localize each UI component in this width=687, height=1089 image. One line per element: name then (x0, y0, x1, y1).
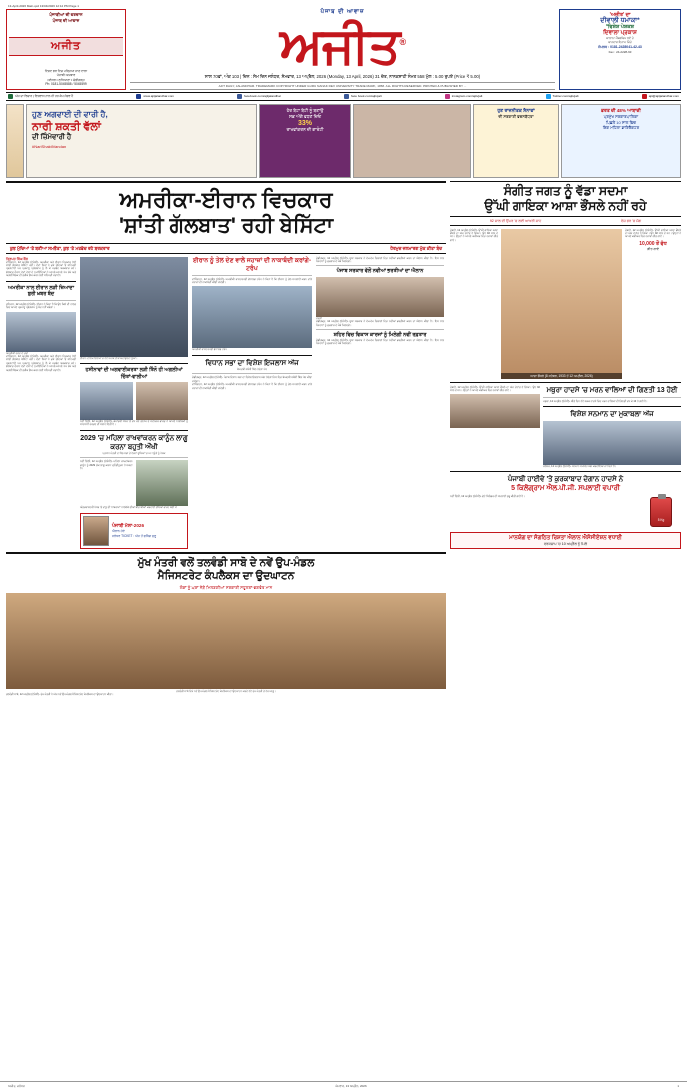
lead-bullets (6, 244, 446, 254)
footer-page-number: 1 (677, 1083, 679, 1088)
divider-2 (6, 300, 76, 301)
divider-5 (80, 457, 188, 458)
facebook-icon (237, 94, 242, 99)
social-label-4: instagram.com/ajitvjalt (451, 94, 483, 99)
masthead-right-l6: ਸ਼ਾਨਦਾਰ ਇਨਾਮ ਜਿੱਤੋ (608, 40, 632, 44)
footer-center: ਸੋਮਵਾਰ, 13 ਅਪ੍ਰੈਲ, 2026 (335, 1083, 367, 1088)
col2-portrait-c (136, 460, 189, 506)
divider-7 (192, 355, 312, 356)
lead-headline-line2: 'ਸ਼ਾਂਤੀ ਗੱਲਬਾਤ' ਰਹੀ ਬੇਸਿੱਟਾ (118, 213, 334, 237)
col2-portrait-a (80, 382, 133, 420)
ad-res-line1: ਹੋਰ ਬੇਟਾ ਬੇਟੀ ਨੂੰ ਬਣਾਉ (286, 107, 324, 113)
cf-sub: ਲੋਕਾਂ ਨੂੰ ਘਰਾਂ ਨੇੜੇ ਮਿਲਣਗੀਆਂ ਸਰਕਾਰੀ ਸਹੂਲਤਾਂ-ਭਗਵੰਤ ਮਾਨ (179, 584, 273, 590)
email-icon (642, 94, 647, 99)
social-label-2: facebook.com/ajitjalandhar (244, 94, 281, 99)
right-body4: ਜਲੰਧਰ, 12 ਅਪ੍ਰੈਲ (ਏਜੰਸੀ)- ਸਨਮਾਨ ਸਮਾਰੋਹ ਅੱਜ ਕਰਵਾਇਆ ਜਾ ਰਿਹਾ ਹੈ। (543, 465, 617, 469)
right-bullets (450, 216, 681, 226)
col4-body: ਚੰਡੀਗੜ੍ਹ, 12 ਅਪ੍ਰੈਲ (ਏਜੰਸੀ)- ਸੂਬਾ ਸਰਕਾਰ ਨੇ ਵੱਖ-ਵੱਖ ਵਿਭਾਗਾਂ ਵਿਚ ਨਵੀਆਂ ਭਰਤੀਆਂ ਕਰਨ ਦਾ ਐਲਾਨ ਕੀਤਾ ਹੈ। ਇਸ ਨਾਲ ਨੌਜਵਾਨਾਂ ਨੂੰ ਰੁਜ਼ਗਾਰ ਦੇ ਮੌਕੇ ਮਿਲਣਗੇ। (316, 256, 444, 264)
masthead-left-phone: Ph: 0181-5045588 / 5045599 (45, 82, 87, 87)
story-column-1 (6, 257, 76, 549)
cf-caption: ਤਲਵੰਡੀ ਸਾਬੋ ਵਿਖੇ ਨਵੇਂ ਉਪ-ਮੰਡਲ ਮੈਜਿਸਟਰੇਟ ਕੰਪਲੈਕਸ ਦਾ ਉਦਘਾਟਨ ਕਰਦੇ ਹੋਏ ਮੁੱਖ ਮੰਤਰੀ ਤੇ ਹੋਰ ਆਗੂ। (176, 689, 276, 693)
right-portrait-a (450, 394, 540, 428)
col1-subhead: ਅਮਰੀਕਾ ਨਾਲ ਈਰਾਨ ਲੜੀ ਜ਼ਿਆਦਾ ਬੁਰੀ ਖ਼ਬਰ ਬੰਦ (7, 284, 75, 298)
col2-portrait-b (136, 382, 189, 420)
divider-12 (543, 397, 681, 398)
col3-body: ਵਾਸ਼ਿੰਗਟਨ, 12 ਅਪ੍ਰੈਲ (ਏਜੰਸੀ)- ਅਮਰੀਕੀ ਰਾਸ਼ਟਰਪਤੀ ਡੋਨਾਲਡ ਟਰੰਪ ਨੇ ਕਿਹਾ ਹੈ ਕਿ ਈਰਾਨ ਨੂੰ ਤੇਲ ਸਪਲਾਈ ਕਰਨ ਵਾਲੇ ਜਹਾਜ਼ਾਂ ਦੀ ਨਾਕਾਬੰਦੀ ਕੀਤੀ ਜਾਵੇਗੀ। (192, 277, 312, 285)
top-ad-strip (6, 104, 681, 178)
right-body-b: ਮੁੰਬਈ, 12 ਅਪ੍ਰੈਲ (ਏਜੰਸੀ)- ਉੱਘੀ ਗਾਇਕਾ ਆਸ਼ਾ ਭੌਂਸਲੇ ਦਾ ਅੱਜ ਦੇਹਾਂਤ ਹੋ ਗਿਆ। ਉਹ 92 ਸਾਲ ਦੇ ਸਨ। ਉਨ੍ਹਾਂ ਨੇ ਆਪਣੇ ਕਰੀਅਰ ਵਿਚ ਹਜ਼ਾਰਾਂ ਗੀਤ ਗਾਏ। (625, 228, 681, 239)
divider-11 (450, 382, 681, 383)
col2-sub2: ਪ੍ਰਧਾਨ ਮੰਤਰੀ ਦਾ ਬੈਠ ਸਭਾ ਤੇ ਹੋਰਨਾਂ ਸੂਬਿਆਂ 'ਚ ਅਾਯੂੰਗੇ ਨੂੰ ਪੇਸ਼ਕ (102, 451, 166, 455)
right-head4: ਵਿਸ਼ੇਸ਼ ਸਨਮਾਨ ਦਾ ਮੁਕਾਬਲਾ ਅੱਜ (570, 411, 654, 419)
right-stat-label: ਗੀਤ ਗਾਏ (646, 246, 660, 251)
col1-portrait (6, 312, 76, 352)
right-head-line1: ਸੰਗੀਤ ਜਗਤ ਨੂੰ ਵੱਡਾ ਸਦਮਾ (503, 183, 628, 198)
ad-yellow-line2: ਦੀ ਸਰਕਾਰੀ ਵਚਨਬੱਧਤਾ (498, 114, 534, 120)
left-section (6, 181, 446, 697)
ad-nari-line1: ਹੁਣ ਅਗਵਾਈ ਦੀ ਵਾਰੀ ਹੈ, (32, 109, 108, 119)
col3-photo-trump (192, 286, 312, 348)
right-head5b: 5 ਕਿਲੋਗ੍ਰਾਮ ਐਲ.ਪੀ.ਜੀ. ਸਪਲਾਈ ਵਪਾਰੀ (511, 485, 620, 493)
divider-9 (316, 265, 444, 266)
masthead-right-l1: 'ਅਜੀਤ' ਦਾ (609, 12, 631, 18)
story-column-2 (80, 257, 188, 549)
story-column-3 (192, 257, 312, 549)
social-item-facebook[interactable] (237, 94, 281, 99)
promo-title: ਪੰਜਾਬੀ ਮੇਲਾ-2026 (112, 523, 144, 529)
col3-body2: ਚੰਡੀਗੜ੍ਹ, 12 ਅਪ੍ਰੈਲ (ਏਜੰਸੀ)- ਪੰਜਾਬ ਵਿਧਾਨ ਸਭਾ ਦਾ ਵਿਸ਼ੇਸ਼ ਇਜਲਾਸ ਅੱਜ ਹੋਵੇਗਾ ਜਿਸ ਵਿਚ ਬੇਅਦਬੀ ਸਬੰਧੀ ਬਿੱਲ ਪੇਸ਼ ਕੀਤਾ ਜਾਵੇਗਾ। (192, 376, 312, 383)
ad-nari-line3: ਦੀ ਜ਼ਿੰਮੇਵਾਰੀ ਹੈ (32, 133, 72, 141)
masthead-left-line2: ਪੰਜਾਬ ਦੀ ਆਵਾਜ਼ (52, 18, 80, 23)
col3-head2: ਵਿਧਾਨ ਸਭਾ ਦਾ ਵਿਸ਼ੇਸ਼ ਇਜਲਾਸ ਅੱਜ (205, 359, 299, 367)
ad-nari-line2: ਨਾਰੀ ਸ਼ਕਤੀ ਵੱਲਾਂ (32, 120, 101, 133)
masthead-right-ad[interactable] (559, 9, 681, 90)
file-meta-left: 13-April-2026 Main.qxd 13/04/2026 12:12 PM Page 1 (8, 4, 79, 8)
right-ad-sub: ਵਰਕਸ਼ਾਪ 'ਚ 10 ਅਪ੍ਰੈਲ ਨੂੰ ਮਿਲੋ (543, 542, 588, 547)
col1-body3: ਵਾਸ਼ਿੰਗਟਨ, 12 ਅਪ੍ਰੈਲ (ਏਜੰਸੀ)- ਅਮਰੀਕਾ ਅਤੇ ਈਰਾਨ ਵਿਚਕਾਰ ਹੋਈ ਸ਼ਾਂਤੀ ਗੱਲਬਾਤ ਬੇਸਿੱਟਾ ਰਹੀ। ਦੋਵਾਂ ਧਿਰਾਂ ਨੇ ਕੁਝ ਮੁੱਦਿਆਂ 'ਤੇ ਸਹਿਮਤੀ ਪ੍ਰਗਟਾਈ ਪਰ ਪ੍ਰਮਾਣੂ ਪ੍ਰੋਗਰਾਮ ਨੂੰ ਲੈ ਕੇ ਮਤਭੇਦ ਬਰਕਰਾਰ ਰਹੇ। ਗੱਲਬਾਤ ਦੌਰਾਨ ਦੋਵਾਂ ਦੇਸ਼ਾਂ ਦੇ ਨੁਮਾਇੰਦਿਆਂ ਨੇ ਆਪਣੇ-ਆਪਣੇ ਪੱਖ ਰੱਖੇ ਅਤੇ ਅਗਲੀ ਬੈਠਕ ਦੀ ਤਰੀਕ ਤੈਅ ਕਰਨ ਲਈ ਸਹਿਮਤੀ ਜਤਾਈ। (6, 354, 76, 372)
page-footer (0, 1081, 687, 1089)
ad-reservation[interactable] (259, 104, 351, 178)
col1-body: ਵਾਸ਼ਿੰਗਟਨ, 12 ਅਪ੍ਰੈਲ (ਏਜੰਸੀ)- ਅਮਰੀਕਾ ਅਤੇ ਈਰਾਨ ਵਿਚਕਾਰ ਹੋਈ ਸ਼ਾਂਤੀ ਗੱਲਬਾਤ ਬੇਸਿੱਟਾ ਰਹੀ। ਦੋਵਾਂ ਧਿਰਾਂ ਨੇ ਕੁਝ ਮੁੱਦਿਆਂ 'ਤੇ ਸਹਿਮਤੀ ਪ੍ਰਗਟਾਈ ਪਰ ਪ੍ਰਮਾਣੂ ਪ੍ਰੋਗਰਾਮ ਨੂੰ ਲੈ ਕੇ ਮਤਭੇਦ ਬਰਕਰਾਰ ਰਹੇ। ਗੱਲਬਾਤ ਦੌਰਾਨ ਦੋਵਾਂ ਦੇਸ਼ਾਂ ਦੇ ਨੁਮਾਇੰਦਿਆਂ ਨੇ ਆਪਣੇ-ਆਪਣੇ ਪੱਖ ਰੱਖੇ ਅਤੇ ਅਗਲੀ ਬੈਠਕ ਦੀ ਤਰੀਕ ਤੈਅ ਕਰਨ ਲਈ ਸਹਿਮਤੀ ਜਤਾਈ। (6, 260, 76, 278)
masthead-title-text: ਅਜੀਤ (279, 17, 400, 74)
lpg-cylinder-icon (650, 497, 672, 527)
center-feature (6, 552, 446, 697)
ad-nari-shakti[interactable] (26, 104, 257, 178)
right-head3: ਮਥੁਰਾ ਹਾਦਸੇ 'ਚ ਮਰਨ ਵਾਲਿਆਂ ਦੀ ਗਿਣਤੀ 13 ਹੋਈ (546, 386, 678, 394)
ad-res-line2: ਸਭ ਅੱਗੇ ਵਧਣ ਦਿਓ (289, 113, 321, 119)
ad-nari-hashtag: #NariShaktiVandan (32, 143, 67, 149)
col1-body2: ਤਹਿਰਾਨ, 12 ਅਪ੍ਰੈਲ (ਏਜੰਸੀ)- ਈਰਾਨ ਨੇ ਕਿਹਾ ਹੈ ਕਿ ਉਹ ਕਿਸੇ ਵੀ ਹਾਲਤ ਵਿਚ ਆਪਣੇ ਪ੍ਰਮਾਣੂ ਪ੍ਰੋਗਰਾਮ ਨੂੰ ਬੰਦ ਨਹੀਂ ਕਰੇਗਾ। (6, 302, 76, 310)
ad-blue-line3: ਪਿਛਲੇ 10 ਸਾਲ ਵਿਚ (606, 119, 636, 125)
right-head-line2: ਉੱਘੀ ਗਾਇਕਾ ਆਸ਼ਾ ਭੌਂਸਲੇ ਨਹੀਂ ਰਹੇ (484, 198, 647, 213)
masthead-engline: AJIT DAILY, JALANDHAR. TRADEMARK COPYRIGHT UNDER GURU NANAK DEV UNIVERSITY TRADE MARK, 1958. ALL RIGHTS RESERVED. PRINTED & PUBLISHED BY ... (130, 82, 555, 90)
facebook-icon-2 (344, 94, 349, 99)
ad-blue-line1: ਭਰਤ ਦੀ 48% ਆਬਾਦੀ (601, 107, 641, 113)
masthead-right-phone: ਸੰਪਰਕ : 0181-2428041-42-43 (598, 45, 642, 49)
col4-body2: ਚੰਡੀਗੜ੍ਹ, 12 ਅਪ੍ਰੈਲ (ਏਜੰਸੀ)- ਸੂਬਾ ਸਰਕਾਰ ਨੇ ਵੱਖ-ਵੱਖ ਵਿਭਾਗਾਂ ਵਿਚ ਨਵੀਆਂ ਭਰਤੀਆਂ ਕਰਨ ਦਾ ਐਲਾਨ ਕੀਤਾ ਹੈ। ਇਸ ਨਾਲ ਨੌਜਵਾਨਾਂ ਨੂੰ ਰੁਜ਼ਗਾਰ ਦੇ ਮੌਕੇ ਮਿਲਣਗੇ। (316, 320, 444, 327)
right-body3: ਮਥੁਰਾ, 12 ਅਪ੍ਰੈਲ (ਏਜੰਸੀ)- ਬੀਤੇ ਦਿਨ ਹੋਏ ਸੜਕ ਹਾਦਸੇ ਵਿਚ ਮਰਨ ਵਾਲਿਆਂ ਦੀ ਗਿਣਤੀ ਵਧ ਕੇ 13 ਹੋ ਗਈ ਹੈ। (543, 399, 648, 403)
masthead-right-l5: ਸਾਲਾਨਾ ਮੈਂਬਰਸ਼ਿਪ ਲਵੋ ਤੇ (606, 36, 634, 40)
lead-headline-block (6, 181, 446, 244)
col3-body2b: ਵਾਸ਼ਿੰਗਟਨ, 12 ਅਪ੍ਰੈਲ (ਏਜੰਸੀ)- ਅਮਰੀਕੀ ਰਾਸ਼ਟਰਪਤੀ ਡੋਨਾਲਡ ਟਰੰਪ ਨੇ ਕਿਹਾ ਹੈ ਕਿ ਈਰਾਨ ਨੂੰ ਤੇਲ ਸਪਲਾਈ ਕਰਨ ਵਾਲੇ ਜਹਾਜ਼ਾਂ ਦੀ ਨਾਕਾਬੰਦੀ ਕੀਤੀ ਜਾਵੇਗੀ। (192, 383, 312, 390)
right-body5: ਨਵੀਂ ਦਿੱਲੀ, 12 ਅਪ੍ਰੈਲ (ਏਜੰਸੀ)- ਛੋਟੇ ਸਿਲੰਡਰ ਦੀ ਸਪਲਾਈ ਸ਼ੁਰੂ ਕੀਤੀ ਗਈ ਹੈ। (450, 495, 525, 499)
masthead-right-l4: ਦਿਵਾਲਾ ਪ੍ਰਕਾਸ਼ (603, 30, 637, 36)
story-column-4 (316, 257, 444, 549)
col4-portrait-caption: ਮੰਤਰੀ (316, 316, 322, 320)
col3-sub2: ਬੇਅਦਬੀ ਸਬੰਧੀ ਬਿੱਲ ਹੋਵੇਗਾ ਪੇਸ਼ (237, 367, 267, 371)
cf-head-line1: ਮੁੱਖ ਮੰਤਰੀ ਵਲੋਂ ਤਲਵੰਡੀ ਸਾਬੋ ਦੇ ਨਵੇਂ ਉਪ-ਮੰਡਲ (137, 556, 315, 569)
right-ad-head: ਮਾਨਯੋਗ ਦਾ ਸੰਗਠਿਤ ਰਿਸ਼ਤਾ ਐਲਾਨ ਐਸੋਸੀਏਸ਼ਨ ਵਧਾਈ (509, 535, 622, 542)
col2-photo-caption: ਈਰਾਨ ਦੇ ਇਕ ਇਲਾਕੇ 'ਚ ਹੋਏ ਧਮਾਕੇ ਤੋਂ ਬਾਅਦ ਉਠਦਾ ਧੂੰਆਂ। (80, 356, 138, 360)
ad-photo-image (354, 105, 470, 177)
promo-foot: ਜਲੰਧਰ TICKET : ਅੱਜ ਤੋਂ ਬੁਕਿੰਗ ਸ਼ੁਰੂ (112, 533, 157, 538)
social-item-twitter[interactable] (546, 94, 579, 99)
social-item-website[interactable] (136, 94, 174, 99)
lead-bullet-0: ਕੁਝ ਮੁੱਦਿਆਂ 'ਤੇ ਬਣੀਆ ਸਮਝੌਤਾ, ਕੁਝ 'ਤੇ ਮਤਭੇਦ ਰਹੇ ਬਰਕਰਾਰ (10, 245, 110, 251)
masthead-title (130, 16, 555, 72)
masthead-left-box (6, 9, 126, 90)
social-label-0: ਅੱਜ ਦਾ ਵਿਚਾਰ | ਵਿਸ਼ਵਾਸ ਨਾਲ ਹੀ ਹਰ ਕੰਮ ਸੰਭਵ ਹੈ (15, 94, 74, 99)
col3-photo-caption: ਅਮਰੀਕੀ ਰਾਸ਼ਟਰਪਤੀ ਡੋਨਾਲਡ ਟਰੰਪ (192, 348, 227, 352)
right-photo-caption: ਆਸ਼ਾ ਭੌਂਸਲੇ (8 ਸਤੰਬਰ, 1933 ਤੋਂ 12 ਅਪ੍ਰੈਲ, 2026) (501, 373, 622, 379)
right-bullet-0: 92 ਸਾਲ ਦੀ ਉਮਰ 'ਚ ਲਈ ਆਖਰੀ ਸਾਹ (489, 218, 542, 223)
right-section (450, 181, 681, 697)
right-body-c: ਮੁੰਬਈ, 12 ਅਪ੍ਰੈਲ (ਏਜੰਸੀ)- ਉੱਘੀ ਗਾਇਕਾ ਆਸ਼ਾ ਭੌਂਸਲੇ ਦਾ ਅੱਜ ਦੇਹਾਂਤ ਹੋ ਗਿਆ। ਉਹ 92 ਸਾਲ ਦੇ ਸਨ। ਉਨ੍ਹਾਂ ਨੇ ਆਪਣੇ ਕਰੀਅਰ ਵਿਚ ਹਜ਼ਾਰਾਂ ਗੀਤ ਗਾਏ। (450, 385, 540, 393)
social-label-5: Twitter.com/ajitvjalt (552, 94, 579, 99)
ad-vertical-brand[interactable] (6, 104, 24, 178)
divider-1 (6, 281, 76, 282)
col2-body: ਨਵੀਂ ਦਿੱਲੀ, 12 ਅਪ੍ਰੈਲ (ਏਜੰਸੀ)- ਕੌਮਾਂਤਰੀ ਪੱਧਰ 'ਤੇ ਵਧ ਰਹੇ ਤਣਾਅ ਦੇ ਮੱਦੇਨਜ਼ਰ ਭਾਰਤ ਨੇ ਆਪਣੇ ਨਾਗਰਿਕਾਂ ਨੂੰ ਸਾਵਧਾਨੀ ਵਰਤਣ ਦੀ ਸਲਾਹ ਦਿੱਤੀ ਹੈ। (80, 420, 188, 427)
masthead-title-reg: ® (399, 37, 406, 47)
masthead-left-logo: ਅਜੀਤ (9, 37, 123, 56)
right-photo-asha (501, 229, 622, 379)
right-bottom-ad[interactable] (450, 532, 681, 549)
col2-subhead: ਹਸੀਨਾਵਾਂ ਦੀ ਅਗਵਾਈਕਰਤਾ ਲੜੀ ਤਿੰਨੋ ਹੀ ਅਗਲੀਆਂ ਚਿੰਤਾਂ-ਵਾਲੀਆਂ (85, 367, 183, 380)
social-label-3: face book.com/ajitvjalt (351, 94, 382, 99)
col1-caption: ਅਮਰੀਕੀ ਵਫ਼ਦ ਦੇ ਮੁਖੀ (6, 351, 28, 355)
col4-portrait (316, 277, 444, 317)
lead-story-columns (6, 257, 446, 549)
right-stat-number: 10,000 ਤੋਂ ਵੱਧ (639, 240, 667, 247)
masthead-right-phone2: Fax : 24-2228-93 (608, 50, 632, 54)
social-label-1: www.ajitjalandhar.com (143, 94, 174, 99)
social-item-email[interactable] (642, 94, 679, 99)
promo-box-left[interactable] (80, 513, 188, 549)
cf-head-line2: ਮੈਜਿਸਟਰੇਟ ਕੰਪਲੈਕਸ ਦਾ ਉਦਘਾਟਨ (157, 569, 295, 582)
right-head5: ਪੰਜਾਬੀ ਹਾਈਵੇ 'ਤੇ ਕੁਰਕਾਬਾਦ ਦੇਗਾਨ ਹਾਦਸੇ ਨੇ (507, 476, 624, 484)
promo-sub: ਐਲਾਨ ਹੋਏ (112, 529, 125, 534)
masthead-kicker: ਪੰਜਾਬ ਦੀ ਆਵਾਜ਼ (320, 9, 365, 15)
ad-res-big: 33% (297, 119, 312, 127)
col2-head2: 2029 'ਚ ਮਹਿਲਾ ਰਾਖਵਾਂਕਰਨ ਕਾਨੂੰਨ ਲਾਗੂ ਕਰਨਾ ਬਹੁਤੀ ਔਖੀ (80, 434, 188, 451)
right-bullet-1: ਦੇਸ਼ ਭਰ 'ਚ ਸੋਗ (620, 218, 642, 223)
lead-bullet-1: ਹੋਰਮੁਜ਼ ਜਲਮਾਰਗ ਮੁੱਕ ਕੀਤਾ ਬੰਦ (390, 245, 442, 251)
social-item-facebook-2[interactable] (344, 94, 381, 99)
masthead-left-line3: ਵਿਸ਼ਵ ਭਰ ਵਿਚ ਪੜ੍ਹਿਆ ਜਾਣ ਵਾਲਾ (44, 69, 88, 74)
col1-byline: ਤ੍ਰਿਪਤ ਸਿੰਘ ਬੈਂਸ (6, 256, 28, 261)
cf-body: ਤਲਵੰਡੀ ਸਾਬੋ, 12 ਅਪ੍ਰੈਲ (ਏਜੰਸੀ)- ਮੁੱਖ ਮੰਤਰੀ ਨੇ ਅੱਜ ਨਵੇਂ ਉਪ-ਮੰਡਲ ਮੈਜਿਸਟਰੇਟ ਕੰਪਲੈਕਸ ਦਾ ਉਦਘਾਟਨ ਕੀਤਾ। (6, 693, 114, 697)
masthead (6, 9, 681, 90)
masthead-right-l2: ਦੀਵਾਲੀ ਧਮਾਕਾ* (600, 17, 640, 24)
globe-icon (136, 94, 141, 99)
right-portrait-b (543, 421, 681, 465)
masthead-center (130, 9, 555, 90)
social-item-instagram[interactable] (445, 94, 483, 99)
divider-8 (192, 373, 312, 374)
col4-head2: ਸ਼ਹਿਰ ਵਿਚ ਵਿਕਾਸ ਕਾਰਜਾਂ ਨੂੰ ਮਿਲੇਗੀ ਨਵੀਂ ਰਫ਼ਤਾਰ (333, 332, 427, 339)
flag-icon (8, 94, 13, 99)
right-headline-block (450, 182, 681, 216)
divider-3 (80, 363, 188, 364)
col2-foot: ਅੰਤਰਰਾਸ਼ਟਰੀ ਪੱਧਰ 'ਤੇ ਵਾਧੂ ਦੀ 'ਨਾਬਰਾਮਾਂ' ਨਾਲਸ਼ੋਕੋ ਦੀਆਂ ਬੀਤ ਬੀਆਂ' ਕਰਵਾਈ ਦੇਸ਼ਿਆਂ ਫਾਰਟ ਬਣੀ ਮੌਂ (80, 506, 177, 510)
col2-photo-smoke (80, 257, 188, 357)
promo-avatar (83, 516, 109, 546)
col2-body2: ਨਵੀਂ ਦਿੱਲੀ, 12 ਅਪ੍ਰੈਲ (ਏਜੰਸੀ)- ਮਹਿਲਾ ਰਾਖਵਾਂਕਰਨ ਕਾਨੂੰਨ ਨੂੰ 2029 ਤੱਕ ਲਾਗੂ ਕਰਨਾ ਚੁਣੌਤੀਪੂਰਨ ਹੋ ਸਕਦਾ ਹੈ। (80, 460, 133, 471)
social-bar (6, 92, 681, 101)
col3-head: ਈਰਾਨ ਨੂੰ ਤੇਲ ਦੇਣ ਵਾਲੇ ਜਹਾਜ਼ਾਂ ਦੀ ਨਾਕਾਬੰਦੀ ਕਰਾਂਗੇ-ਟਰੰਪ (192, 256, 312, 272)
cf-photo (6, 593, 446, 689)
divider-4 (80, 430, 188, 431)
footer-left: ਅਜੀਤ, ਜਲੰਧਰ (8, 1083, 25, 1088)
masthead-left-line1: ਪੰਜਾਬੀਆਂ ਦੀ ਵਰਦਾਨ (49, 12, 83, 17)
social-label-6: ajit@ajitjalandhar.com (648, 94, 679, 99)
col4-head: ਪੰਜਾਬ ਸਰਕਾਰ ਵੱਲੋਂ ਨਵੀਆਂ ਭਰਤੀਆਂ ਦਾ ਐਲਾਨ (336, 268, 424, 275)
ad-yellow-panel[interactable] (473, 104, 559, 178)
ad-yellow-line1: ਹੁਣ ਰਾਜਨੀਤਕ ਸੈਨਾਵਾਂ (497, 107, 535, 113)
lead-headline-line1: ਅਮਰੀਕਾ-ਈਰਾਨ ਵਿਚਕਾਰ (119, 186, 333, 212)
masthead-subline: ਸਾਲ 70ਵਾਂ, ਅੰਕ 103 | ਦਿਨ : ਸੋਮ ਦਿਨ ਜਲੰਧਰ, ਸੋਮਵਾਰ, 13 ਅਪ੍ਰੈਲ, 2026 (Monday, 13 April, 2026) 31 ਚੇਤ, ਨਾਨਕਸ਼ਾਹੀ ਸੰਮਤ 558 ਮੁੱਲ : 5.00 ਰੁਪਏ (Price ₹ 5.00) (204, 73, 481, 79)
masthead-left-line5: ਜਲੰਧਰ • ਲੁਧਿਆਣਾ • ਚੰਡੀਗੜ੍ਹ (47, 77, 85, 82)
divider-6 (192, 275, 312, 276)
divider-10 (316, 329, 444, 330)
ad-blue-panel[interactable] (561, 104, 681, 178)
right-body-a: ਮੁੰਬਈ, 12 ਅਪ੍ਰੈਲ (ਏਜੰਸੀ)- ਉੱਘੀ ਗਾਇਕਾ ਆਸ਼ਾ ਭੌਂਸਲੇ ਦਾ ਅੱਜ ਦੇਹਾਂਤ ਹੋ ਗਿਆ। ਉਹ 92 ਸਾਲ ਦੇ ਸਨ। ਉਨ੍ਹਾਂ ਨੇ ਆਪਣੇ ਕਰੀਅਰ ਵਿਚ ਹਜ਼ਾਰਾਂ ਗੀਤ ਗਾਏ। (450, 228, 498, 242)
masthead-right-l3: *ਵਿਸ਼ੇਸ਼ ਪੇਸ਼ਕਸ਼ (605, 24, 635, 30)
instagram-icon (445, 94, 450, 99)
divider-13 (543, 406, 681, 407)
ad-blue-line2: ਪ੍ਰਮੁੱਖ ਸਰਕਾਰਪਾਲਿਕਾ (603, 114, 639, 120)
ad-blue-line4: ਇਕ ਮਹਿਲਾ ਡਾਇਰੈਕਟਰ (602, 125, 640, 131)
masthead-left-line4: ਪੰਜਾਬੀ ਅਖ਼ਬਾਰ (56, 73, 76, 78)
ad-res-line3: ਰਾਖਵਾਂਕਰਨ ਦੀ ਗਾਰੰਟੀ (286, 126, 324, 132)
ad-photo-panel (353, 104, 471, 178)
divider-14 (450, 471, 681, 472)
main-content (6, 181, 681, 697)
twitter-icon (546, 94, 551, 99)
social-item-thought (8, 94, 73, 99)
cylinder-label: 5 Kg (657, 518, 665, 523)
col4-body3: ਚੰਡੀਗੜ੍ਹ, 12 ਅਪ੍ਰੈਲ (ਏਜੰਸੀ)- ਸੂਬਾ ਸਰਕਾਰ ਨੇ ਵੱਖ-ਵੱਖ ਵਿਭਾਗਾਂ ਵਿਚ ਨਵੀਆਂ ਭਰਤੀਆਂ ਕਰਨ ਦਾ ਐਲਾਨ ਕੀਤਾ ਹੈ। ਇਸ ਨਾਲ ਨੌਜਵਾਨਾਂ ਨੂੰ ਰੁਜ਼ਗਾਰ ਦੇ ਮੌਕੇ ਮਿਲਣਗੇ। (316, 338, 444, 346)
